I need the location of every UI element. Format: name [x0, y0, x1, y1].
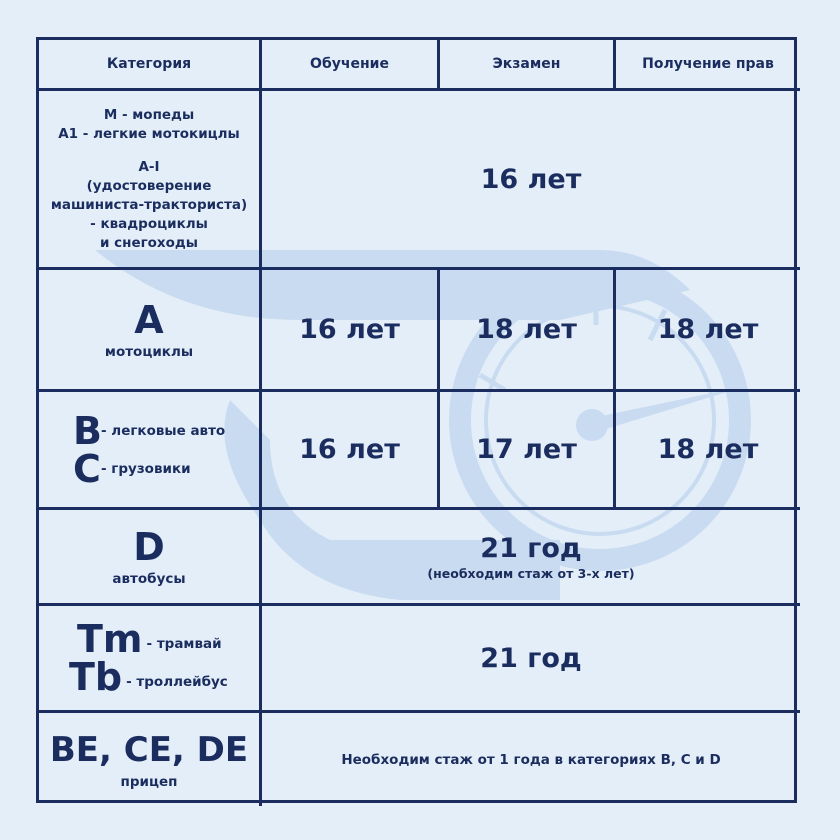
header-license: Получение прав: [616, 40, 800, 91]
training-b-c: 16 лет: [262, 392, 440, 510]
exam-b-c: 17 лет: [440, 392, 616, 510]
category-trailer: BE, CE, DE прицеп: [39, 713, 262, 806]
age-trailer: Необходим стаж от 1 года в категориях B, C и D: [341, 751, 721, 768]
age-d: 21 год (необходим стаж от 3-х лет): [262, 510, 800, 606]
category-d: D автобусы: [39, 510, 262, 606]
category-a: A мотоциклы: [39, 270, 262, 392]
category-m-a1-ai: M - мопеды A1 - легкие мотокицлы A-I (удостоверение машиниста-тракториста) - квадроциклы и снегоходы: [39, 91, 262, 270]
training-a: 16 лет: [262, 270, 440, 392]
license-age-table: [36, 37, 797, 803]
license-b-c: 18 лет: [616, 392, 800, 510]
header-category: Категория: [39, 40, 262, 91]
header-exam: Экзамен: [440, 40, 616, 91]
category-b-c: B - легковые авто C - грузовики: [39, 392, 262, 510]
age-m-a1-ai: 16 лет: [262, 91, 800, 270]
header-training: Обучение: [262, 40, 440, 91]
exam-a: 18 лет: [440, 270, 616, 392]
age-tm-tb: 21 год: [262, 606, 800, 713]
category-tm-tb: Tm - трамвай Tb - троллейбус: [39, 606, 262, 713]
license-a: 18 лет: [616, 270, 800, 392]
